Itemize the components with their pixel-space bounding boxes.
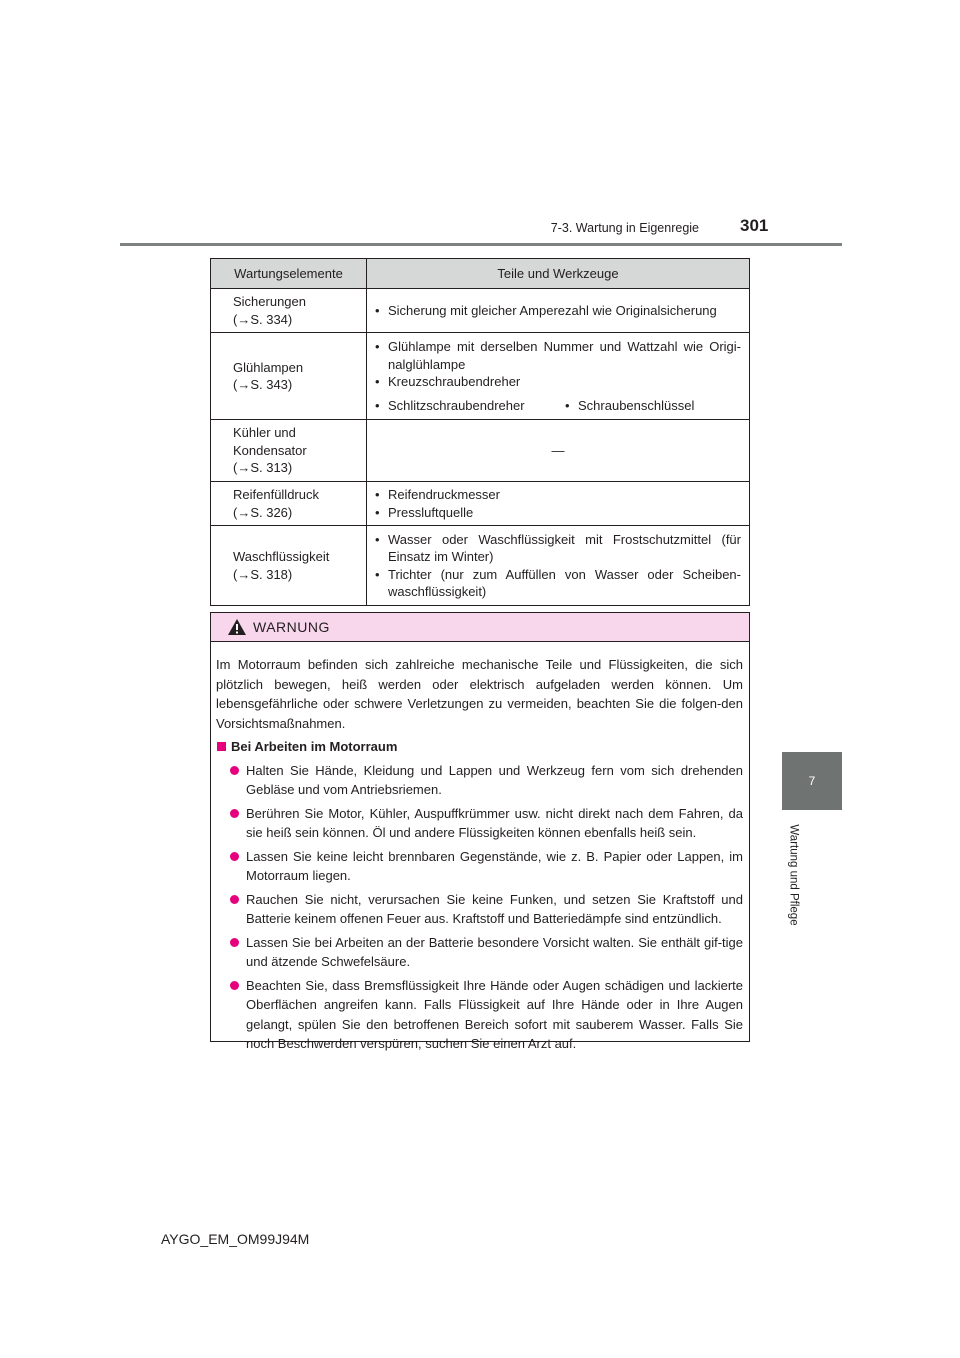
tool-item	[375, 531, 741, 566]
warning-point	[216, 804, 743, 843]
item-ref: (→S. 343)	[233, 377, 293, 392]
square-bullet-icon	[217, 742, 226, 751]
warning-body	[211, 642, 749, 1054]
warning-header	[211, 613, 749, 642]
tool-item	[375, 302, 741, 320]
table-cell-tools	[367, 420, 750, 482]
circle-bullet-icon	[230, 809, 239, 818]
tool-text: Schraubenschlüssel	[578, 397, 695, 413]
chapter-tab	[782, 752, 842, 810]
page-number: 301	[740, 216, 769, 235]
warning-point	[216, 890, 743, 929]
warning-point	[216, 847, 743, 886]
circle-bullet-icon	[230, 981, 239, 990]
warning-title: WARNUNG	[253, 619, 330, 635]
table-cell-item	[211, 482, 367, 526]
bullet: •	[375, 531, 380, 547]
tool-item	[375, 338, 741, 373]
table-cell-item	[211, 420, 367, 482]
item-ref: (→S. 318)	[233, 566, 293, 582]
warning-point-text: Beachten Sie, dass Bremsflüssigkeit Ihre Hände oder Augen schädigen und lackierte Oberflächen angreifen kann. Falls Flüssigkeit auf Ihre Hände oder in Ihre Augen gelangt, spülen Sie den betroffenen Bereich sofort mit sauberem Wasser. Falls Sie noch Beschwerden verspüren, suchen Sie einen Arzt auf.	[246, 977, 743, 1051]
warning-point-text: Halten Sie Hände, Kleidung und Lappen und Werkzeug fern vom sich drehenden Gebläse und vom Antriebsriemen.	[246, 762, 743, 797]
tool-item	[375, 504, 741, 522]
chapter-side-label	[782, 812, 806, 937]
warning-box	[210, 612, 750, 1051]
circle-bullet-icon	[230, 766, 239, 775]
bullet: •	[375, 487, 380, 502]
table-row	[211, 526, 750, 606]
chapter-number: 7	[808, 774, 816, 788]
item-name: Kühler und	[233, 425, 296, 441]
item-name: Sicherungen	[233, 294, 306, 309]
table-header-items: Wartungselemente	[211, 259, 367, 289]
table-row	[211, 333, 750, 420]
item-name: Glühlampen	[233, 359, 304, 375]
item-name: Waschflüssigkeit	[233, 549, 330, 564]
table-row	[211, 482, 750, 526]
circle-bullet-icon	[230, 852, 239, 861]
warning-intro: Im Motorraum befinden sich zahlreiche mechanische Teile und Flüssigkeiten, die sich plötzlich bewegen, heiß werden oder elektrisch aufgeladen werden können. Um lebensgefährliche oder schwere Verletzungen zu vermeiden, beachten Sie die folgen-den Vorsichtsmaßnahmen.	[216, 657, 743, 731]
table-header-tools: Teile und Werkzeuge	[367, 259, 750, 289]
tool-item	[565, 397, 694, 415]
warning-point	[216, 976, 743, 1054]
warning-subheading-text: Bei Arbeiten im Motorraum	[231, 739, 398, 754]
circle-bullet-icon	[230, 938, 239, 947]
warning-triangle-icon	[227, 618, 247, 636]
bullet: •	[375, 397, 380, 413]
header-rule	[120, 243, 842, 246]
tool-item	[375, 486, 741, 504]
table-row	[211, 420, 750, 482]
tool-text: Kreuzschraubendreher	[388, 374, 521, 389]
warning-point-text: Lassen Sie keine leicht brennbaren Gegenstände, wie z. B. Papier oder Lappen, im Motorraum liegen.	[246, 848, 743, 883]
table-cell-item	[211, 333, 367, 420]
chapter-label: Wartung und Pflege	[788, 823, 801, 926]
tool-text: Trichter (nur zum Auffüllen von Wasser oder Scheiben-waschflüssigkeit)	[388, 566, 741, 599]
warning-point-text: Berühren Sie Motor, Kühler, Auspuffkrümmer usw. nicht direkt nach dem Fahren, da sie heiß sein können. Öl und andere Flüssigkeiten können ebenfalls heiß sein.	[246, 805, 743, 840]
table-row	[211, 289, 750, 333]
tool-item	[375, 566, 741, 601]
item-ref: (→S. 326)	[233, 504, 293, 520]
warning-point	[216, 761, 743, 800]
tool-text: Pressluftquelle	[388, 504, 474, 520]
maintenance-tools-table	[210, 258, 750, 606]
tool-text: Reifendruckmesser	[388, 487, 500, 502]
bullet: •	[375, 302, 380, 318]
tool-item-pair	[375, 397, 741, 415]
table-cell-tools	[367, 526, 750, 606]
tool-text: Glühlampe mit derselben Nummer und Wattzahl wie Origi-nalglühlampe	[388, 339, 741, 372]
table-cell-item	[211, 526, 367, 606]
bullet: •	[565, 397, 570, 413]
bullet: •	[375, 566, 380, 582]
warning-point-text: Rauchen Sie nicht, verursachen Sie keine Funken, und setzen Sie Kraftstoff und Batterie keinem offenen Feuer aus. Kraftstoff und Batteriedämpfe sind entzündlich.	[246, 891, 743, 926]
item-name-line2: Kondensator	[233, 442, 307, 458]
document-code: AYGO_EM_OM99J94M	[161, 1231, 310, 1247]
item-ref: (→S. 334)	[233, 311, 293, 327]
tool-text: Schlitzschraubendreher	[388, 397, 525, 413]
tool-text: Wasser oder Waschflüssigkeit mit Frostschutzmittel (für Einsatz im Winter)	[388, 531, 741, 564]
warning-point-text: Lassen Sie bei Arbeiten an der Batterie besondere Vorsicht walten. Sie enthält gif-tige und ätzende Schwefelsäure.	[246, 934, 743, 969]
tool-item	[375, 397, 565, 415]
item-name: Reifenfülldruck	[233, 487, 319, 502]
table-cell-tools	[367, 333, 750, 420]
warning-point	[216, 933, 743, 972]
table-cell-tools	[367, 289, 750, 333]
no-tools-dash: —	[551, 442, 565, 458]
bullet: •	[375, 374, 380, 389]
tool-item	[375, 373, 741, 391]
table-header-row	[211, 259, 750, 289]
circle-bullet-icon	[230, 895, 239, 904]
warning-subheading	[216, 737, 743, 757]
header-section-title: 7-3. Wartung in Eigenregie	[550, 221, 699, 235]
bullet: •	[375, 504, 380, 520]
bullet: •	[375, 339, 380, 354]
table-cell-tools	[367, 482, 750, 526]
table-cell-item	[211, 289, 367, 333]
tool-text: Sicherung mit gleicher Amperezahl wie Originalsicherung	[388, 302, 717, 318]
item-ref: (→S. 313)	[233, 460, 293, 476]
